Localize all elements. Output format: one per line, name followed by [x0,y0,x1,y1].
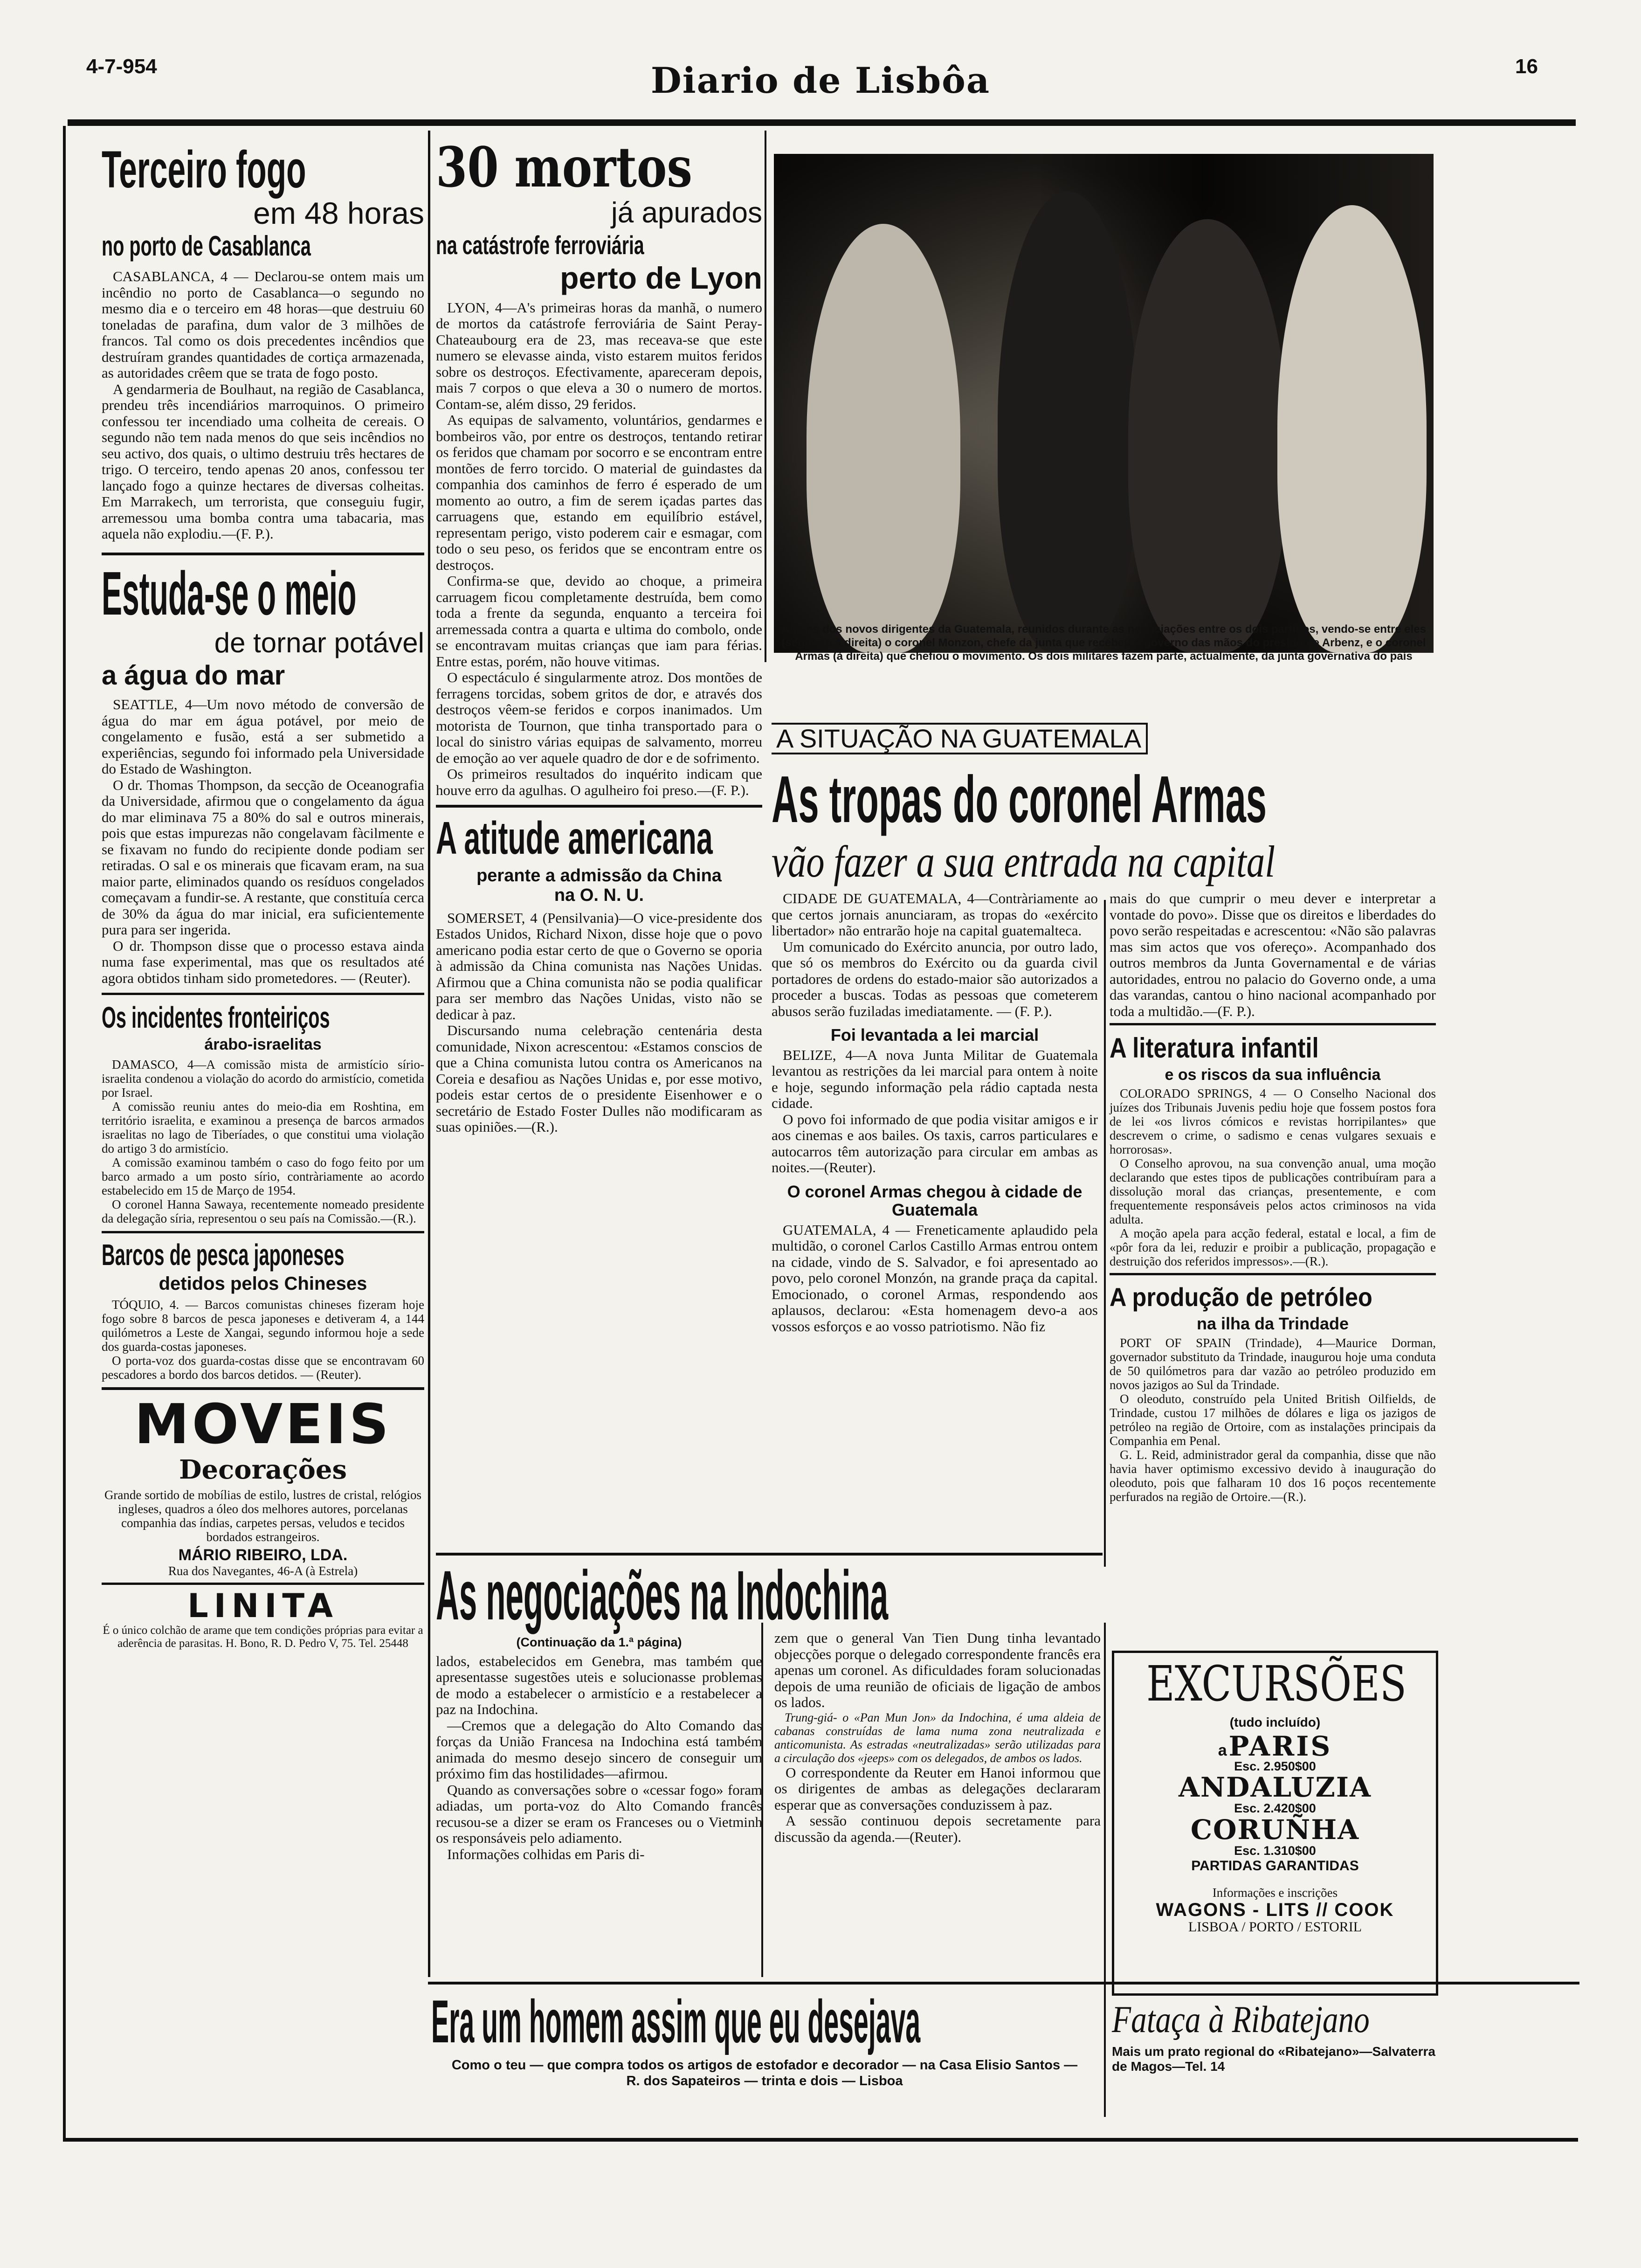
photo-figure [1128,219,1287,653]
kicker: na O. N. U. [554,885,644,905]
paragraph: O correspondente da Reuter em Hanoi informou que os dirigentes de ambas as delegações declararam esperar que as conversações conduzissem à paz. [774,1764,1101,1813]
paragraph: A gendarmeria de Boulhaut, na região de Casablanca, prendeu três incendiários marroquinos. O primeiro confessou ter incendiado uma colheita de cereais. O segundo não tem nada menos do que seis incêndios no seu activo, dos quais, o ultimo destruiu três hectares de trigo. O terceiro, tendo apenas 20 anos, confessou ter lançado fogo a quinze hectares de diversas colheitas. Em Marrakech, um terrorista, que conseguiu fugir, arremessou uma bomba contra uma tabacaria, mas aquela não explodiu.—(F. P.). [102,380,424,542]
ad-title: MOVEIS [134,1391,392,1456]
subheadline: em 48 horas [253,196,424,230]
paragraph: BELIZE, 4—A nova Junta Militar de Guatemala levantou as restrições da lei marcial para ontem à noite e hoje, segundo informação pela rádio captada nesta cidade. [772,1046,1098,1112]
paragraph: PORT OF SPAIN (Trindade), 4—Maurice Dorman, governador substituto da Trindade, inaugurou hoje uma conduta de 50 quilómetros para dar vazão ao petróleo produzido em novos jazigos ao Sul da Trindade. [1110,1335,1436,1392]
kicker: perto de Lyon [560,261,762,295]
ad-destination [1114,1730,1436,1762]
paragraph: SOMERSET, 4 (Pensilvania)—O vice-presidente dos Estados Unidos, Richard Nixon, disse hoje que o povo americano podia estar certo de que o Governo se oporia à admissão da China comunista nas Nações Unidas. Afirmou que a China comunista não se podia qualificar para ser membro das Nações Unidas, visto não se dedicar à paz. [436,909,762,1023]
paragraph: O espectáculo é singularmente atroz. Dos montões de ferragens torcidas, sobem gritos de dor, e através dos destroços vêem-se feridos e corpos inanimados. Um motorista de Tournon, que tinha transportado para o local do sinistro várias equipas de salvamento, morreu de emoção ao ver aquele quadro de dor e de sofrimento. [436,669,762,766]
kicker: árabo-israelitas [204,1036,322,1054]
kicker: na catástrofe ferroviária [436,230,644,260]
paragraph: O porta-voz dos guarda-costas disse que se encontravam 60 pescadores a bordo dos barcos detidos. — (Reuter). [102,1353,424,1382]
paragraph: O dr. Thomas Thompson, da secção de Oceanografia da Universidade, afirmou que o congelamento da água do mar eliminava 75 a 80% do sal e outros minerais, pois que estas impurezas não congelavam fàcilmente e se fixavam no fundo do recipiente donde podiam ser retiradas. O sal e os minerais que ficavam eram, na sua maior parte, eliminados quando os resíduos congelados começavam a fundir-se. A restante, que constituía cerca de 30% da água do mar inicial, era suficientemente pura para ser ingerida. [102,776,424,938]
continuation-note: (Continuação da 1.ª página) [516,1635,682,1649]
paragraph: —Cremos que a delegação do Alto Comando das forças da União Francesa na Indochina está também animada do mesmo desejo sincero de conseguir um próximo fim das hostilidades—afirmou. [436,1717,762,1782]
ad-address: Rua dos Navegantes, 46-A (à Estrela) [168,1564,358,1578]
headline: As tropas do coronel Armas [772,762,1267,837]
ad-destination-name: ANDALUZIA [1179,1771,1372,1804]
ad-title: LINITA [187,1587,338,1625]
article-barcos-pesca [102,1240,424,1382]
kicker: no porto de Casablanca [102,230,311,262]
newspaper-title: Diario de Lisbôa [650,60,991,101]
headline: 30 mortos [436,140,692,200]
photo-caption: Alguns dos novos dirigentes da Guatemala, reunidos durante as negociações entre os dois partidos, vendo-se entre eles (segundo à direita) o coronel Monzon, chefe da junta que recebeu o governo das mãos do presidente Arbenz, e o coronel Armas (à direita) que chefiou o movimento. Os dois militares fazem parte, actualmente, da junta governativa do país [781,623,1427,663]
headline: Terceiro fogo [102,140,306,199]
left-border [63,126,66,2140]
italic-note: Trung-giá- o «Pan Mun Jon» da Indochina, é uma aldeia de cabanas construídas de lama numa zona neutralizada e anticomunista. As estradas «neutralizadas» serão utilizadas para a circulação dos «jeeps» com os delegados, de ambos os lados. [774,1710,1101,1765]
paragraph: Confirma-se que, devido ao choque, a primeira carruagem ficou completamente destruída, bem como toda a frente da segunda, enquanto a terceira foi arremessada contra a quarta e ultima do combolo, onde se encontravam muitas crianças que iam para férias. Entre estas, porém, não houve vitimas. [436,573,762,670]
ad-fataca [1112,2000,1438,2074]
ad-title: Era um homem assim que eu desejava [431,1987,921,2055]
ad-prefix: a [1218,1741,1227,1759]
news-photo [774,154,1434,653]
section-rule [102,1225,424,1233]
issue-date: 4-7-954 [86,55,157,78]
section-rule [102,1578,424,1585]
article-incidentes-fronteiricos [102,1003,424,1225]
article-casablanca [102,140,424,542]
paragraph: Informações colhidas em Paris di- [447,1846,645,1862]
article-petroleo [1110,1283,1436,1503]
paragraph: TÓQUIO, 4. — Barcos comunistas chineses fizeram hoje fogo sobre 8 barcos de pesca japoneses e detiveram 4, a 144 quilómetros a Leste de Xangai, segundo informou hoje a sede dos guarda-costas japoneses. [102,1297,424,1354]
column-divider [1104,1623,1106,2117]
paragraph: O oleoduto, construído pela United British Oilfields, de Trindade, custou 17 milhões de dólares e liga os jazigos de petróleo na região de Ortoire, com as instalações principais da Companhia em Penal. [1110,1391,1436,1448]
article-literatura-infantil [1110,1033,1436,1268]
paragraph: SEATTLE, 4—Um novo método de conversão de água do mar em água potável, por meio de congelamento e fusão, está a ser submetido a experiências, segundo foi informado pela Universidade do Estado de Washington. [102,696,424,777]
paragraph: O Conselho aprovou, na sua convenção anual, uma moção declarando que estes tipos de publicações contribuíram para a dissolução moral das crianças, presentemente, e com frequentemente responsáveis pelos actos criminosos na vida adulta. [1110,1156,1436,1227]
photo-figure [1277,205,1427,653]
paragraph: COLORADO SPRINGS, 4 — O Conselho Nacional dos juízes dos Tribunais Juvenis pediu hoje que fossem postos fora de lei «os livros cómicos e revistas horripilantes» que descrevem o crime, o sadismo e cenas vulgares sexuais e horrorosas». [1110,1086,1436,1157]
subheading: Foi levantada a lei marcial [830,1025,1039,1044]
headline: Barcos de pesca japoneses [102,1238,345,1272]
bottom-rule [63,2138,1578,2142]
subheadline: de tornar potável [214,627,424,658]
article-indochina [436,1553,1103,1862]
masthead-rule [68,119,1576,126]
kicker: a água do mar [102,660,285,691]
paragraph: Quando as conversações sobre o «cessar fogo» foram adiadas, um porta-voz do Alto Comando francês recusou-se a dizer se eram os Franceses ou o Vietminh os responsáveis pelo adiamento. [436,1781,762,1846]
indochina-col-a [436,1636,762,1862]
ad-text: É o único colchão de arame que tem condições próprias para evitar a aderência de parasitas. H. Bono, R. D. Pedro V, 75. Tel. 25448 [103,1624,423,1650]
subheadline: vão fazer a sua entrada na capital [772,837,1276,886]
paragraph: CASABLANCA, 4 — Declarou-se ontem mais um incêndio no porto de Casablanca—o segundo no mesmo dia e o terceiro em 48 horas—que destruiu 60 toneladas de parafina, dum valor de 3 milhões de francos. Tal como os dois precedentes incêndios que destruíram grandes quantidades de cortiça armazenada, as autoridades crêem que se trata de fogo posto. [102,268,424,381]
paragraph: A comissão reuniu antes do meio-dia em Roshtina, em território israelita, e examinou a presença de barcos armados israelitas no lago de Tiberíades, o que constitui uma violação do artigo 3 do armistício. [102,1099,424,1155]
ad-text: Mais um prato regional do «Ribatejano»—Salvaterra de Magos—Tel. 14 [1112,2044,1435,2074]
paragraph: A comissão examinou também o caso do fogo feito por um barco armado a um posto sírio, contràriamente ao acordo estabelecido em 15 de Março de 1954. [102,1155,424,1197]
section-rule [102,986,424,995]
article-30-mortos [436,140,762,798]
guatemala-col-b [1110,891,1436,1504]
headline: A literatura infantil [1110,1032,1319,1064]
section-rule [102,1382,424,1390]
ad-text: Grande sortido de mobílias de estilo, lustres de cristal, relógios ingleses, quadros a óleo dos melhores autores, porcelanas companhia das índias, carpetes persas, veludos e tecidos bordados estrangeiros. [104,1487,422,1544]
article-guatemala [772,723,1443,1590]
paragraph: Os primeiros resultados do inquérito indicam que houve erro da agulhas. O agulheiro foi preso.—(F. P.). [436,766,762,798]
ad-price: Esc. 2.420$00 [1234,1801,1316,1816]
section-rule [436,798,762,808]
ad-guarantee: PARTIDAS GARANTIDAS [1191,1858,1359,1874]
paragraph: zem que o general Van Tien Dung tinha levantado objecções porque o delegado correspondente francês era apenas um coronel. As dificuldades foram solucionadas depois de uma reunião de oficiais de ligação de ambos os lados. [774,1630,1101,1710]
photo-figure [807,224,960,653]
photo-figure [998,191,1138,653]
paragraph: mais do que cumprir o meu dever e interpretar a vontade do povo». Disse que os direitos e liberdades do povo serão respeitadas e acrescentou: «Não são palavras mas sim actos que vos ofereço». Acompanhado dos outros membros da Junta Governamental e de várias autoridades, entrou no palacio do Governo onde, a uma das varandas, cantou o hino nacional acompanhado por toda a multidão.—(F. P.). [1110,890,1436,1019]
ad-moveis [102,1391,424,1578]
ad-title: Fataça à Ribatejano [1112,1998,1370,2040]
ad-estofador [431,1987,1098,2089]
paragraph: Um comunicado do Exército anuncia, por outro lado, que só os membros do Exército ou da guarda civil portadores de ordens do estado-maior são autorizados a proceder a buscas. Todas as pessoas que cometerem abusos serão fuziladas imediatamente. — (F. P.). [772,938,1098,1019]
ad-price: Esc. 2.950$00 [1234,1759,1316,1773]
section-rule [428,1982,1579,1984]
kicker: detidos pelos Chineses [159,1273,367,1294]
paragraph: O dr. Thompson disse que o processo estava ainda numa fase experimental, mas que os resultados até agora obtidos tinham sido prometedores. — (Reuter). [102,937,424,986]
paragraph: DAMASCO, 4—A comissão mista de armistício sírio-israelita condenou a violação do acordo do armistício, cometida por Israel. [102,1057,424,1099]
indochina-col-b [774,1630,1101,1862]
guatemala-col-a [772,891,1098,1335]
paragraph: GUATEMALA, 4 — Freneticamente aplaudido pela multidão, o coronel Carlos Castillo Armas entrou ontem na cidade, vindo de S. Salvador, e foi apresentado ao povo, pelo coronel Monzón, na grande praça da capital. Emocionado, o coronel Armas, respondendo aos aplausos, declarou: «Esta homenagem devo-a aos vossos esforços e ao vosso patriotismo. Não fiz [772,1221,1098,1335]
paragraph: O coronel Hanna Sawaya, recentemente nomeado presidente da delegação síria, representou o seu país na Comissão.—(R.). [102,1197,424,1225]
ad-price: Esc. 1.310$00 [1234,1843,1316,1858]
page-number: 16 [1515,55,1538,78]
headline: A atitude americana [436,812,713,864]
subheadline: já apurados [611,197,762,229]
ad-cities: LISBOA / PORTO / ESTORIL [1188,1919,1362,1935]
section-rule [436,1553,1103,1556]
headline: Estuda-se o meio [102,559,357,628]
ad-note: (tudo incluído) [1229,1715,1321,1729]
subheading: O coronel Armas chegou à cidade de Guatemala [787,1182,1083,1220]
column-left [102,140,424,2131]
ad-title: EXCURSÕES [1146,1655,1407,1712]
ad-destination-name: CORUÑHA [1190,1814,1360,1846]
headline: A produção de petróleo [1110,1282,1372,1312]
column-divider [428,131,430,1977]
column-middle [436,140,762,1585]
paragraph: Discursando numa celebração centenária desta comunidade, Nixon acrescentou: «Estamos conscios de que a China comunista lutou contra os Americanos na Coreia e desafiou as Nações Unidas e, por esse motivo, podeis estar certos de o presidente Eisenhower e o secretário de Estado Foster Dulles não modificaram as suas opiniões.—(R.). [436,1022,762,1135]
kicker: e os riscos da sua influência [1165,1066,1381,1084]
ad-subtitle: Decorações [179,1454,347,1485]
ad-excursoes [1112,1651,1438,1996]
section-rule [1110,1268,1436,1275]
column-divider [765,131,766,662]
section-rule [1110,1019,1436,1025]
ad-linita [102,1587,424,1650]
paragraph: lados, estabelecidos em Genebra, mas também que apresentasse sugestões uteis e solucionasse problemas de modo a estabelecer o armistício e a restabelecer a paz na Indochina. [436,1653,762,1718]
paragraph: As equipas de salvamento, voluntários, gendarmes e bombeiros vão, por entre os destroços, tentando retirar os feridos que chamam por socorro e se encontram entre montões de ferro torcido. O material de guindastes da companhia dos caminhos de ferro é esperado de um momento ao outro, a fim de serem içadas partes das carruagens que, estando em equilíbrio estável, representam perigo, visto poderem cair e esmagar, com todo o seu peso, os feridos que se encontram entre os destroços. [436,412,762,573]
kicker: na ilha da Trindade [1196,1314,1349,1333]
section-label: A SITUAÇÃO NA GUATEMALA [772,723,1148,754]
ad-text: Como o teu — que compra todos os artigos de estofador e decorador — na Casa Elisio Santos — R. dos Sapateiros — trinta e dois — Lisboa [451,2058,1078,2088]
paragraph: A moção apela para acção federal, estatal e local, a fim de «pôr fora da lei, reduzir e proibir a publicação, propagação e destruição dos referidos impressos».—(R.). [1110,1226,1436,1269]
article-atitude-americana [436,812,762,1135]
section-rule [102,542,424,555]
ad-destination-name: PARIS [1228,1730,1332,1762]
ad-agency: WAGONS - LITS // COOK [1156,1899,1394,1920]
paragraph: A sessão continuou depois secretamente para discussão da agenda.—(Reuter). [774,1812,1101,1845]
paragraph: CIDADE DE GUATEMALA, 4—Contràriamente ao que certos jornais anunciaram, as tropas do «exército libertador» não entrarão hoje na capital guatemalteca. [772,890,1098,939]
paragraph: G. L. Reid, administrador geral da companhia, disse que não havia haver optimismo excessivo devido à inauguração do oleoduto, pois que falharam 10 dos 16 poços recentemente perfurados na região de Ortoire.—(R.). [1110,1447,1436,1504]
article-agua-potavel [102,559,424,987]
headline: As negociações na Indochina [436,1556,889,1634]
headline: Os incidentes fronteiriços [102,1001,330,1035]
indochina-columns [436,1630,1103,1862]
paragraph: LYON, 4—A's primeiras horas da manhã, o numero de mortos da catástrofe ferroviária de Saint Peray-Chateaubourg era de 23, mas receava-se que este numero se elevasse ainda, visto estarem muitos feridos sobre os destroços. Efectivamente, apareceram depois, mais 7 corpos o que eleva a 30 o numero de mortos. Contam-se, além disso, 29 feridos. [436,299,762,412]
ad-company: MÁRIO RIBEIRO, LDA. [178,1546,348,1564]
ad-info: Informações e inscrições [1212,1885,1338,1900]
paragraph: O povo foi informado de que podia visitar amigos e ir aos cinemas e aos bailes. Os taxis, carros particulares e autocarros têm autorização para circular em ambas as noites.—(Reuter). [772,1111,1098,1176]
kicker: perante a admissão da China [476,866,722,886]
